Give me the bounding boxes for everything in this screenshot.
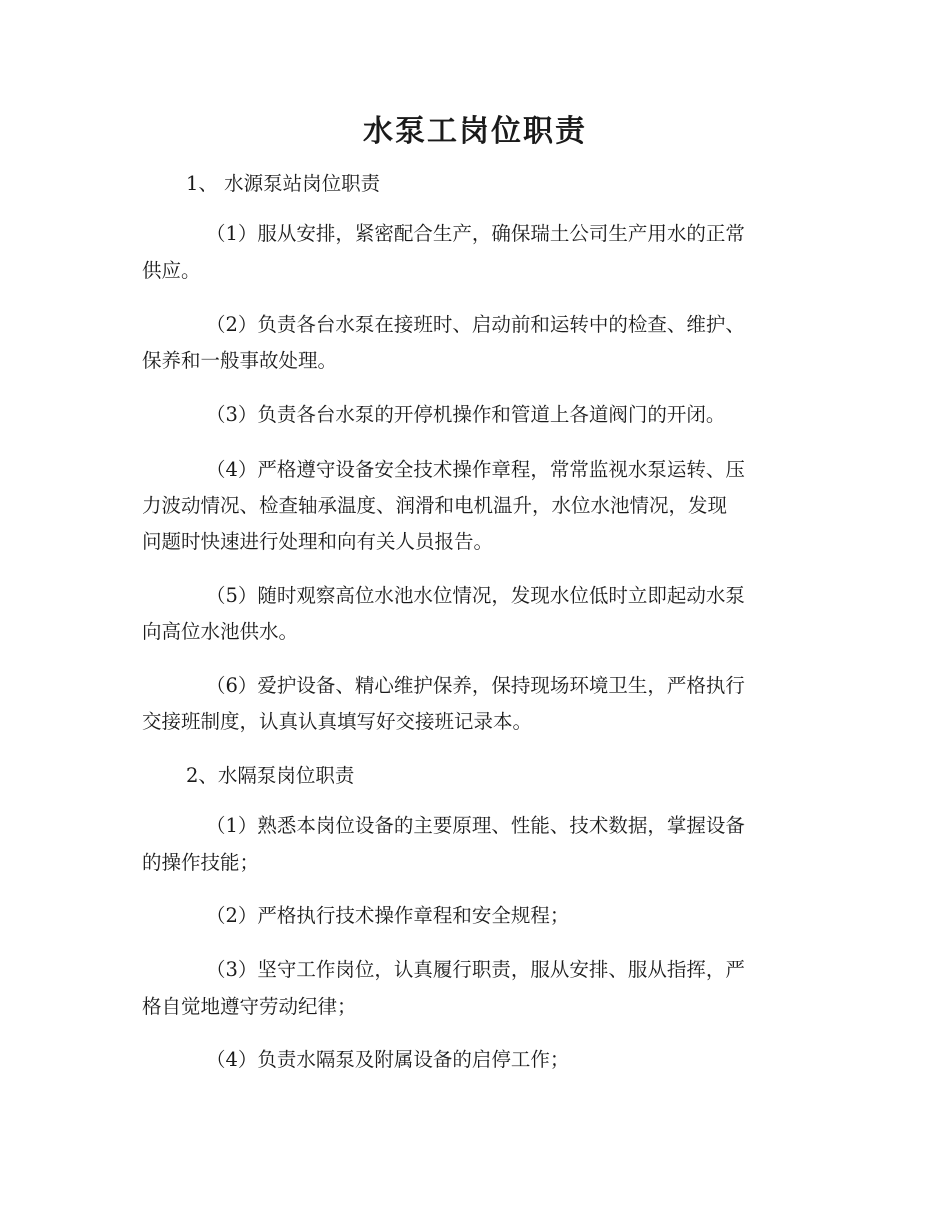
paragraph-line: 问题时快速进行处理和向有关人员报告。 bbox=[142, 530, 494, 553]
paragraph-line: （5）随时观察高位水池水位情况，发现水位低时立即起动水泵 bbox=[206, 584, 745, 607]
paragraph-line: 的操作技能； bbox=[142, 851, 260, 874]
paragraph-line: 向高位水池供水。 bbox=[142, 620, 299, 643]
paragraph-line: 交接班制度，认真认真填写好交接班记录本。 bbox=[142, 710, 533, 733]
paragraph-line: （6）爱护设备、精心维护保养，保持现场环境卫生，严格执行 bbox=[206, 674, 745, 697]
paragraph-line: 保养和一般事故处理。 bbox=[142, 349, 338, 372]
paragraph-line: （4）负责水隔泵及附属设备的启停工作； bbox=[206, 1048, 570, 1071]
section-heading: 2、水隔泵岗位职责 bbox=[186, 764, 355, 787]
paragraph-line: （4）严格遵守设备安全技术操作章程，常常监视水泵运转、压 bbox=[206, 458, 745, 481]
paragraph-line: 格自觉地遵守劳动纪律； bbox=[142, 995, 357, 1018]
paragraph-line: （1）熟悉本岗位设备的主要原理、性能、技术数据，掌握设备 bbox=[206, 814, 745, 837]
paragraph-line: （1）服从安排，紧密配合生产，确保瑞土公司生产用水的正常 bbox=[206, 222, 745, 245]
document-title: 水泵工岗位职责 bbox=[363, 114, 587, 149]
section-heading: 1、 水源泵站岗位职责 bbox=[186, 172, 381, 195]
paragraph-line: （2）严格执行技术操作章程和安全规程； bbox=[206, 904, 570, 927]
paragraph-line: （2）负责各台水泵在接班时、启动前和运转中的检查、维护、 bbox=[206, 313, 745, 336]
paragraph-line: 力波动情况、检查轴承温度、润滑和电机温升，水位水池情况，发现 bbox=[142, 494, 728, 517]
paragraph-line: 供应。 bbox=[142, 259, 201, 282]
paragraph-line: （3）负责各台水泵的开停机操作和管道上各道阀门的开闭。 bbox=[206, 403, 726, 426]
paragraph-line: （3）坚守工作岗位，认真履行职责，服从安排、服从指挥，严 bbox=[206, 958, 745, 981]
